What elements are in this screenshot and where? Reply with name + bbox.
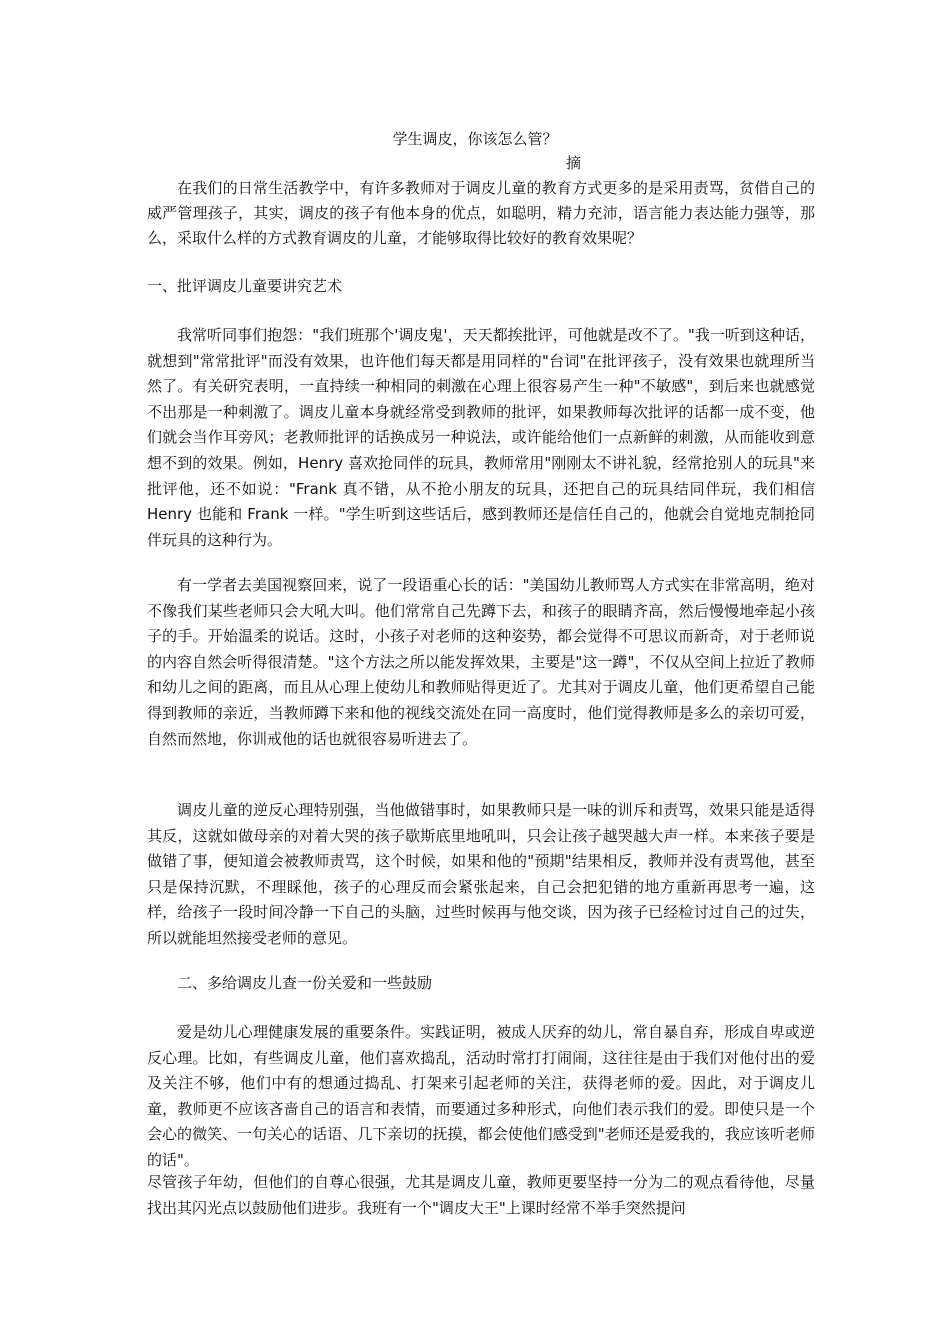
paragraph-5: 尽管孩子年幼，但他们的自尊心很强，尤其是调皮儿童，教师更要坚持一分为二的观点看待他，尽量找出其闪光点以鼓励他们进步。我班有一个"调皮大王"上课时经常不举手突然提问	[147, 1173, 815, 1217]
intro-paragraph: 在我们的日常生活教学中，有许多教师对于调皮儿童的教育方式更多的是采用责骂，贫借自己的威严管理孩子，其实，调皮的孩子有他本身的优点，如聪明，精力充沛，语言能力表达能力强等，那么，采取什么样的方式教育调皮的儿童，才能够取得比较好的教育效果呢？	[147, 179, 815, 247]
section-2-heading: 二、多给调皮儿查一份关爱和一些鼓励	[177, 974, 433, 992]
paragraph-2: 有一学者去美国视察回来，说了一段语重心长的话："美国幼儿教师骂人方式实在非常高明，绝对不像我们某些老师只会大吼大叫。他们常常自己先蹲下去，和孩子的眼睛齐高，然后慢慢地牵起小孩子的手。开始温柔的说话。这时，小孩子对老师的这种姿势，都会觉得不可思议而新奇，对于老师说的内容自然会听得很清楚。"这个方法之所以能发挥效果，主要是"这一蹲"，不仅从空间上拉近了教师和幼儿之间的距离，而且从心理上使幼儿和教师贴得更近了。尤其对于调皮儿童，他们更希望自己能得到教师的亲近，当教师蹲下来和他的视线交流处在同一高度时，他们觉得教师是多么的亲切可爱，自然而然地，你训戒他的话也就很容易听进去了。	[147, 576, 815, 748]
paragraph-4: 爱是幼儿心理健康发展的重要条件。实践证明，被成人厌弃的幼儿，常自暴自弃，形成自卑或逆反心理。比如，有些调皮儿童，他们喜欢捣乱，活动时常打打闹闹，这往往是由于我们对他付出的爱及关注不够，他们中有的想通过捣乱、打架来引起老师的关注，获得老师的爱。因此，对于调皮儿童，教师更不应该吝啬自己的语言和表情，而要通过多种形式，向他们表示我们的爱。即使只是一个会心的微笑、一句关心的话语、几下亲切的抚摸，都会使他们感受到"老师还是爱我的，我应该听老师的话"。	[147, 1023, 815, 1169]
paragraph-1: 我常听同事们抱怨："我们班那个'调皮鬼'，天天都挨批评，可他就是改不了。"我一听到这种话，就想到"常常批评"而没有效果，也许他们每天都是用同样的"台词"在批评孩子，没有效果也就理所当然了。有关研究表明，一直持续一种相同的刺激在心理上很容易产生一种"不敏感"，到后来也就感觉不出那是一种刺激了。调皮儿童本身就经常受到教师的批评，如果教师每次批评的话都一成不变，他们就会当作耳旁风；老教师批评的话换成另一种说法，或许能给他们一点新鲜的刺激，从而能收到意想不到的效果。例如，Henry 喜欢抢同伴的玩具，教师常用"刚刚太不讲礼貌，经常抢别人的玩具"来批评他，还不如说："Frank 真不错，从不抢小朋友的玩具，还把自己的玩具结同伴玩，我们相信 Henry 也能和 Frank 一样。"学生听到这些话后，感到教师还是信任自己的，他就会自觉地克制抢同伴玩具的这种行为。	[147, 326, 815, 549]
paragraph-3: 调皮儿童的逆反心理特别强，当他做错事时，如果教师只是一味的训斥和责骂，效果只能是适得其反，这就如做母亲的对着大哭的孩子歇斯底里地吼叫，只会让孩子越哭越大声一样。本来孩子要是做错了事，便知道会被教师责骂，这个时候，如果和他的"预期"结果相反，教师并没有责骂他，甚至只是保持沉默，不理睬他，孩子的心理反而会紧张起来，自己会把犯错的地方重新再思考一遍，这样，给孩子一段时间冷静一下自己的头脑，过些时候再与他交谈，因为孩子已经检讨过自己的过失，所以就能坦然接受老师的意见。	[147, 801, 815, 947]
document-title: 学生调皮，你该怎么管？	[392, 130, 558, 148]
document-subtitle: 摘	[566, 154, 582, 172]
section-1-heading: 一、批评调皮儿童要讲究艺术	[147, 277, 343, 295]
